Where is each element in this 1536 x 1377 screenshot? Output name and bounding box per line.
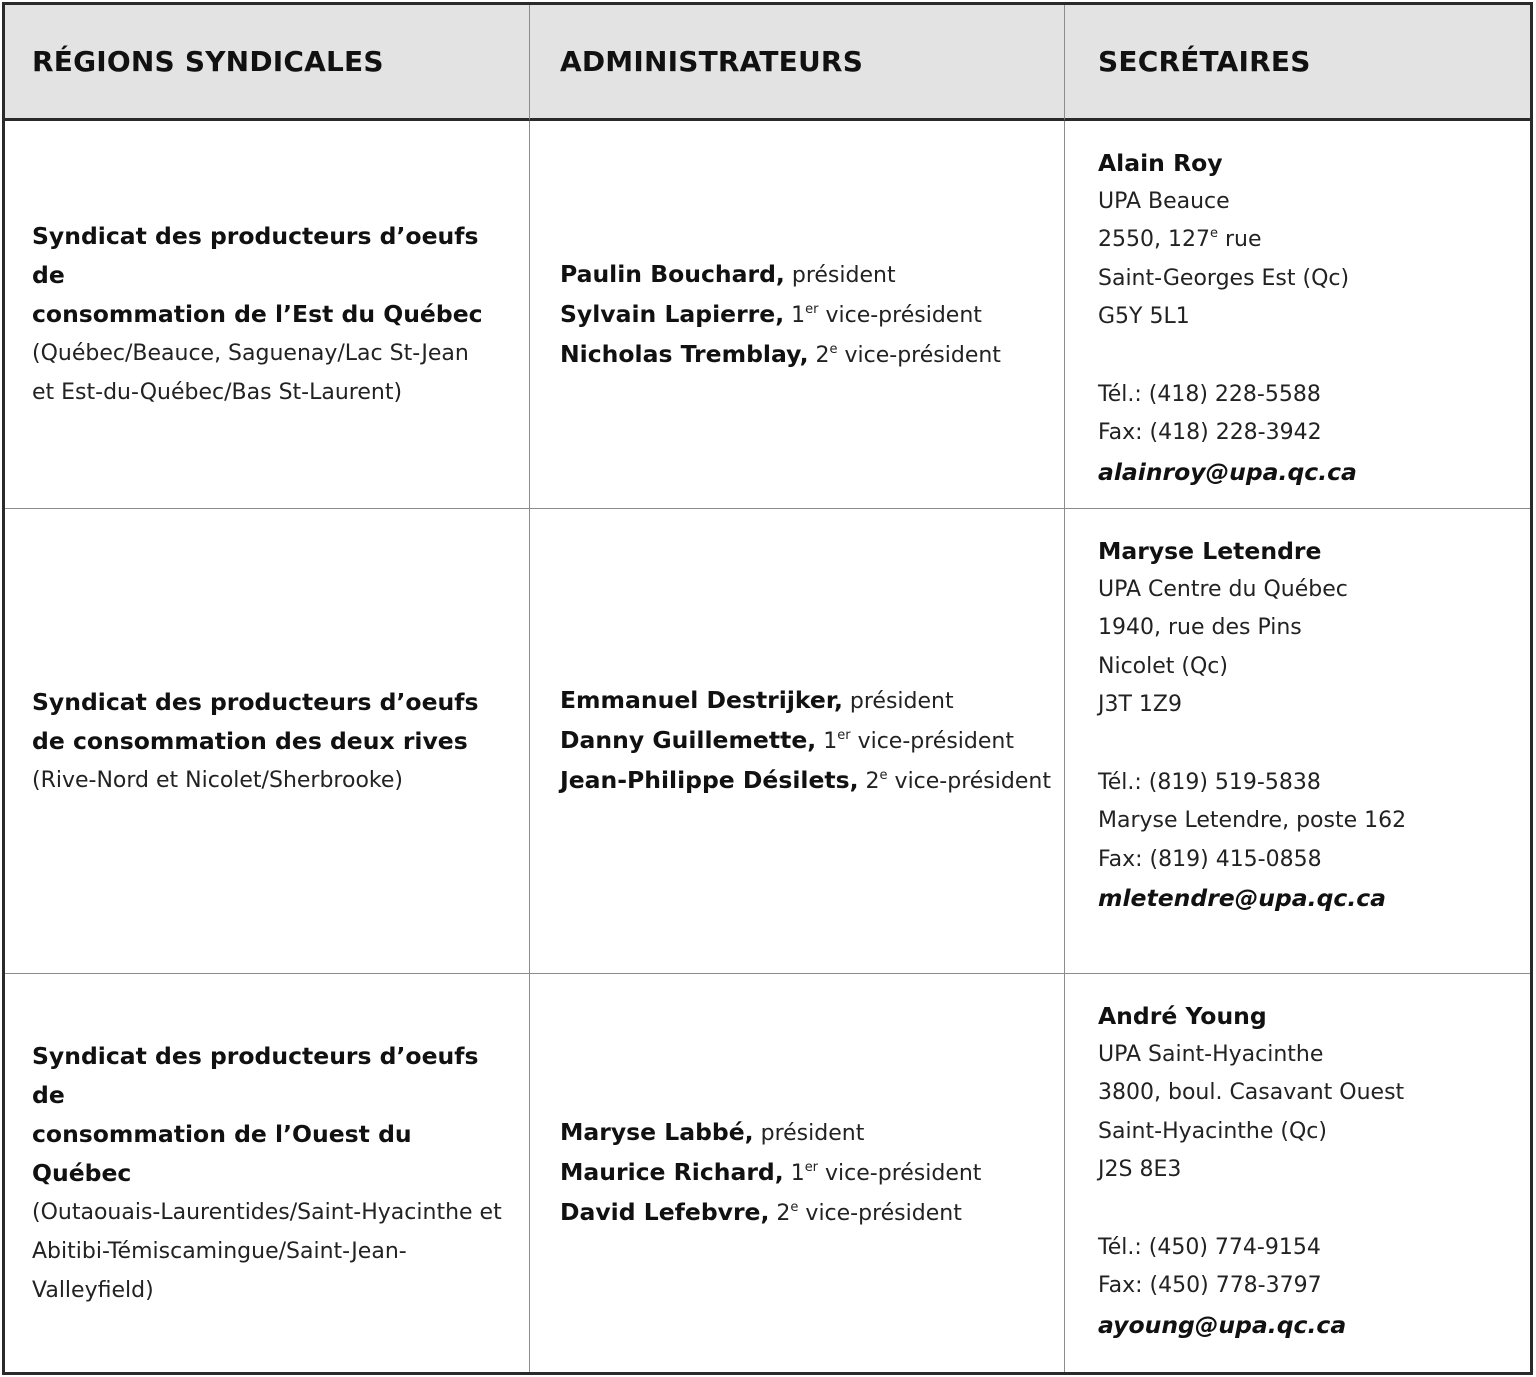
secretary-fax: Fax: (819) 415-0858	[1098, 846, 1322, 872]
administrator-role: vice-président	[844, 342, 1001, 368]
syndicate-contacts-table	[2, 2, 1533, 1375]
header-regions-label: RÉGIONS SYNDICALES	[32, 45, 384, 78]
header-administrators-label: ADMINISTRATEURS	[560, 45, 864, 78]
spacer	[1098, 337, 1530, 376]
administrator-name: Maurice Richard,	[560, 1158, 784, 1186]
administrator-rank-suffix: er	[804, 1160, 819, 1175]
secretary-phone: Tél.: (450) 774-9154	[1098, 1234, 1321, 1260]
administrator-rank-suffix: e	[879, 768, 888, 783]
secretary-street	[1098, 221, 1530, 260]
secretary-street-suffix: e	[1209, 226, 1218, 242]
region-name-line: de consommation des deux rives	[32, 726, 468, 755]
administrator-entry	[560, 721, 1064, 761]
region-name-line: Syndicat des producteurs d’oeufs de	[32, 222, 479, 289]
secretary-name: Alain Roy	[1098, 149, 1223, 177]
region-subregions-line: (Rive-Nord et Nicolet/Sherbrooke)	[32, 767, 403, 793]
administrator-entry	[560, 1193, 1064, 1233]
secretary-postal-code: J2S 8E3	[1098, 1157, 1182, 1183]
administrator-rank: 2	[776, 1201, 791, 1226]
administrator-rank: 1	[790, 1161, 805, 1186]
administrator-rank-suffix: e	[829, 341, 838, 357]
administrators-cell-deux-rives	[530, 509, 1065, 974]
administrator-entry	[560, 681, 1064, 721]
secretary-email-link[interactable]: ayoung@upa.qc.ca	[1098, 1310, 1347, 1339]
region-subregions-line: et Est-du-Québec/Bas St-Laurent)	[32, 380, 403, 405]
secretary-name: Maryse Letendre	[1098, 537, 1322, 565]
secretary-extension: Maryse Letendre, poste 162	[1098, 808, 1407, 834]
administrator-entry	[560, 761, 1064, 801]
secretary-postal-code: J3T 1Z9	[1098, 692, 1182, 718]
header-secretaries	[1065, 5, 1530, 121]
region-name-line: Syndicat des producteurs d’oeufs	[32, 687, 479, 716]
administrator-role: vice-président	[825, 302, 982, 328]
secretary-phone: Tél.: (819) 519-5838	[1098, 769, 1321, 795]
secretary-name: André Young	[1098, 1002, 1267, 1030]
administrator-role: vice-président	[825, 1161, 982, 1186]
secretary-street-rest: rue	[1224, 227, 1262, 253]
secretary-street-number: 2550, 127	[1098, 227, 1210, 253]
administrator-name: Jean-Philippe Désilets,	[560, 766, 859, 794]
region-subregions-line: (Québec/Beauce, Saguenay/Lac St-Jean	[32, 341, 469, 366]
administrator-entry	[560, 295, 1064, 335]
administrators-cell-ouest	[530, 974, 1065, 1372]
secretary-cell-ouest	[1065, 974, 1530, 1372]
secretary-office: UPA Beauce	[1098, 188, 1230, 214]
secretary-office: UPA Centre du Québec	[1098, 576, 1348, 602]
region-cell-est	[5, 121, 530, 509]
administrator-rank: 2	[815, 342, 830, 368]
administrator-name: Maryse Labbé,	[560, 1118, 754, 1146]
administrator-name: David Lefebvre,	[560, 1198, 770, 1226]
header-administrators	[530, 5, 1065, 121]
region-name-line: Syndicat des producteurs d’oeufs de	[32, 1041, 479, 1109]
administrator-entry	[560, 255, 1064, 295]
secretary-email-link[interactable]: alainroy@upa.qc.ca	[1098, 457, 1357, 486]
header-secretaries-label: SECRÉTAIRES	[1098, 45, 1311, 78]
region-subregions-line: Abitibi-Témiscamingue/Saint-Jean-Valleyfield)	[32, 1238, 407, 1303]
region-cell-deux-rives	[5, 509, 530, 974]
administrator-rank-suffix: e	[790, 1200, 799, 1215]
administrator-name: Emmanuel Destrijker,	[560, 686, 843, 714]
administrator-role: vice-président	[805, 1201, 962, 1226]
administrator-name: Danny Guillemette,	[560, 726, 817, 754]
administrator-rank: 2	[865, 769, 880, 794]
secretary-fax: Fax: (418) 228-3942	[1098, 420, 1322, 446]
secretary-postal-code: G5Y 5L1	[1098, 304, 1190, 330]
secretary-office: UPA Saint-Hyacinthe	[1098, 1041, 1324, 1067]
spacer	[1098, 1190, 1530, 1229]
administrator-entry	[560, 1113, 1064, 1153]
secretary-cell-deux-rives	[1065, 509, 1530, 974]
administrator-rank-suffix: er	[837, 728, 851, 743]
secretary-cell-est	[1065, 121, 1530, 509]
administrator-entry	[560, 335, 1064, 375]
administrator-name: Nicholas Tremblay,	[560, 339, 809, 368]
administrator-entry	[560, 1153, 1064, 1193]
region-cell-ouest	[5, 974, 530, 1372]
spacer	[1098, 725, 1530, 764]
administrator-role: vice-président	[857, 729, 1014, 754]
region-subregions-line: (Outaouais-Laurentides/Saint-Hyacinthe et	[32, 1199, 502, 1225]
administrator-role: président	[791, 262, 896, 288]
administrators-cell-est	[530, 121, 1065, 509]
administrator-role: président	[849, 689, 954, 714]
header-regions	[5, 5, 530, 121]
secretary-city: Saint-Hyacinthe (Qc)	[1098, 1118, 1327, 1144]
administrator-rank: 1	[791, 302, 806, 328]
secretary-city: Nicolet (Qc)	[1098, 653, 1228, 679]
secretary-email-link[interactable]: mletendre@upa.qc.ca	[1098, 884, 1387, 913]
secretary-street: 3800, boul. Casavant Ouest	[1098, 1080, 1405, 1106]
administrator-role: vice-président	[894, 769, 1051, 794]
secretary-phone: Tél.: (418) 228-5588	[1098, 381, 1321, 407]
region-name-line: consommation de l’Est du Québec	[32, 300, 483, 328]
secretary-street: 1940, rue des Pins	[1098, 615, 1302, 641]
secretary-city: Saint-Georges Est (Qc)	[1098, 265, 1350, 291]
administrator-name: Sylvain Lapierre,	[560, 299, 785, 328]
administrator-role: président	[760, 1121, 865, 1146]
administrator-rank: 1	[823, 729, 838, 754]
region-name-line: consommation de l’Ouest du Québec	[32, 1119, 412, 1187]
administrator-rank-suffix: er	[805, 301, 819, 317]
secretary-fax: Fax: (450) 778-3797	[1098, 1273, 1322, 1299]
administrator-name: Paulin Bouchard,	[560, 259, 785, 288]
